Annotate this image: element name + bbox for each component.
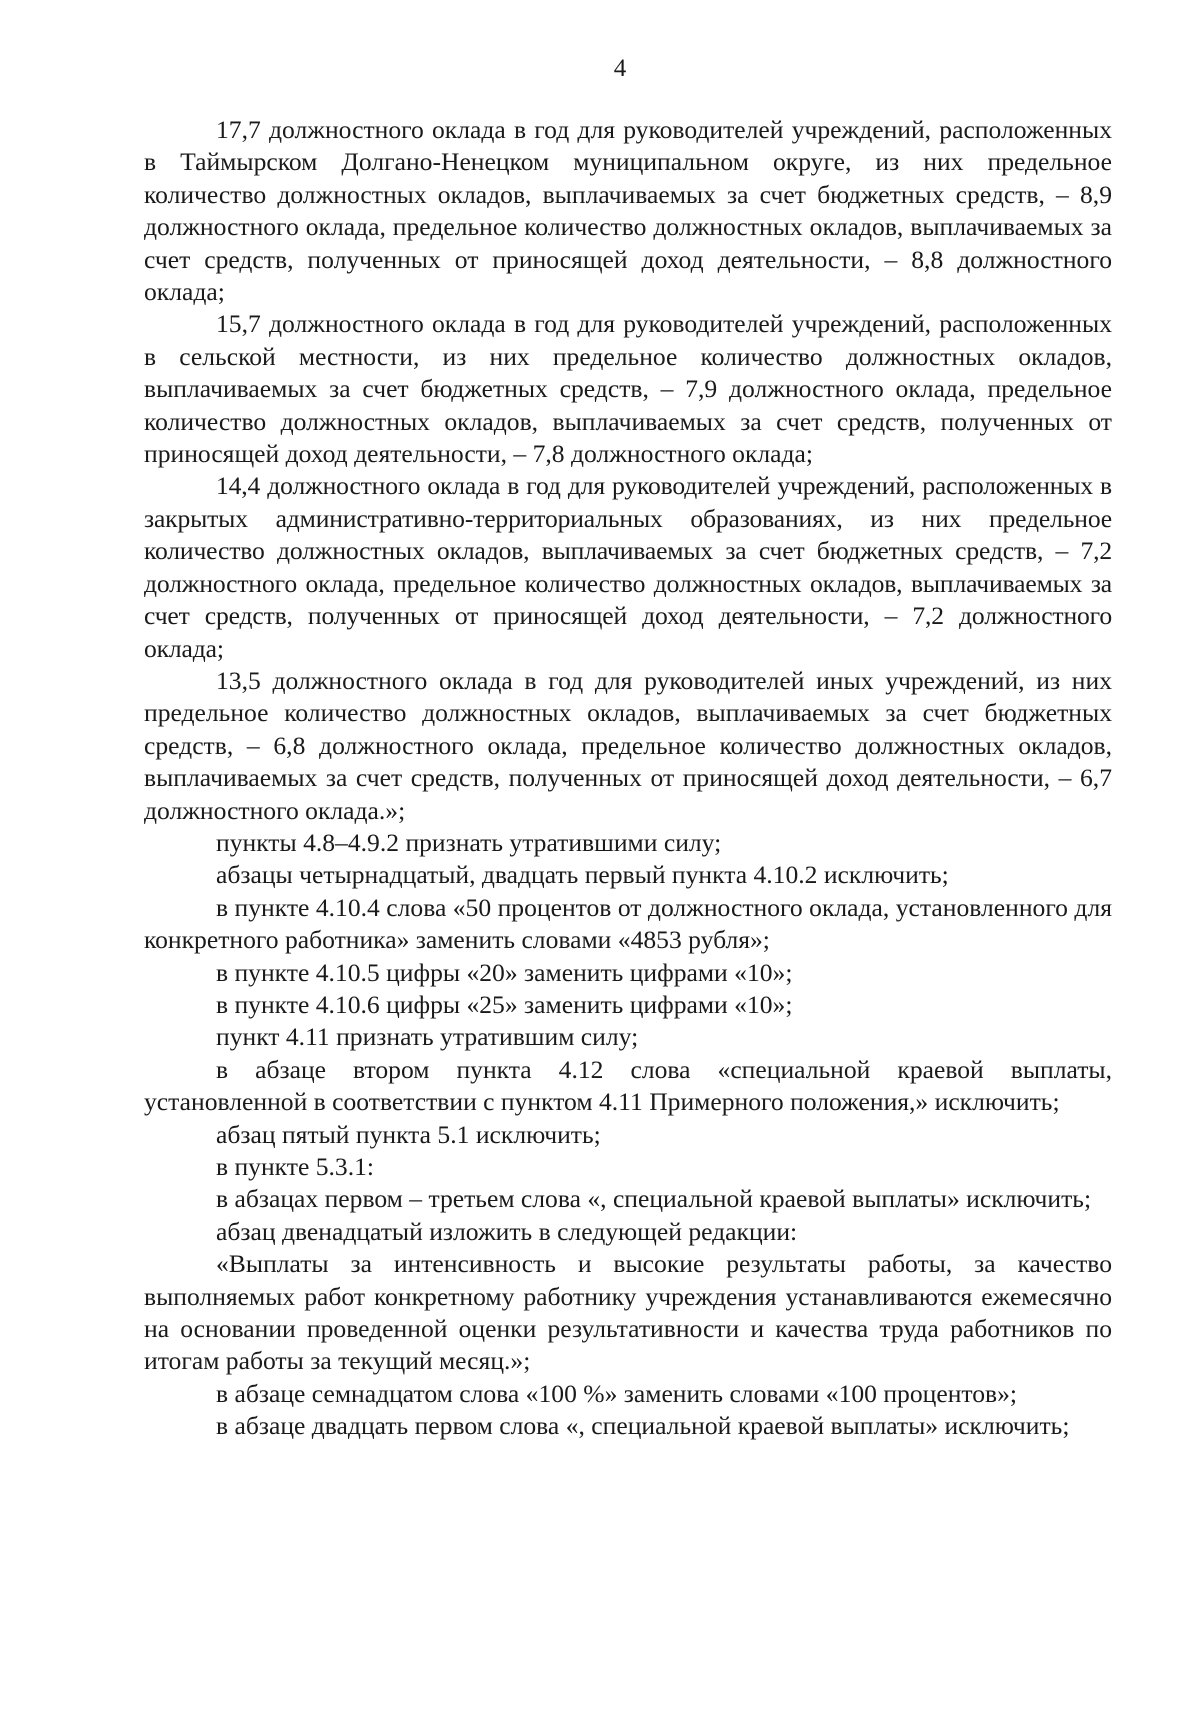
paragraph-point-4-10-4: в пункте 4.10.4 слова «50 процентов от должностного оклада, установленного для конкретного работника» заменить словами «4853 рубля»; xyxy=(144,892,1112,955)
paragraph-point-4-10-5: в пункте 4.10.5 цифры «20» заменить цифрами «10»; xyxy=(216,957,793,987)
paragraph-first-third-abzats: в абзацах первом – третьем слова «, специальной краевой выплаты» исключить; xyxy=(216,1184,1092,1214)
paragraph-point-4-10-2: абзацы четырнадцатый, двадцать первый пункта 4.10.2 исключить; xyxy=(216,860,949,890)
paragraph-twenty-first-abzats: в абзаце двадцать первом слова «, специальной краевой выплаты» исключить; xyxy=(216,1411,1070,1441)
document-body xyxy=(144,114,1112,1443)
paragraph-other-limits: 13,5 должностного оклада в год для руководителей иных учреждений, из них предельное количество должностных окладов, выплачиваемых за счет бюджетных средств, – 6,8 должностного оклада, предельное количество должностных окладов, выплачиваемых за счет средств, полученных от приносящей доход деятельности, – 6,7 должностного оклада.»; xyxy=(144,665,1112,825)
paragraph-seventeenth-abzats: в абзаце семнадцатом слова «100 %» заменить словами «100 процентов»; xyxy=(216,1378,1018,1408)
paragraph-point-4-10-6: в пункте 4.10.6 цифры «25» заменить цифрами «10»; xyxy=(216,989,793,1019)
paragraph-rural-limits: 15,7 должностного оклада в год для руководителей учреждений, расположенных в сельской местности, из них предельное количество должностных окладов, выплачиваемых за счет бюджетных средств, – 7,9 должностного оклада, предельное количество должностных окладов, выплачиваемых за счет средств, полученных от приносящей доход деятельности, – 7,8 должностного оклада; xyxy=(144,309,1112,469)
paragraph-quoted-payments: «Выплаты за интенсивность и высокие результаты работы, за качество выполняемых работ конкретному работнику учреждения устанавливаются ежемесячно на основании проведенной оценки результативности и качества труда работников по итогам работы за текущий месяц.»; xyxy=(144,1249,1112,1376)
paragraph-point-4-11: пункт 4.11 признать утратившим силу; xyxy=(216,1022,639,1052)
paragraph-point-4-12: в абзаце втором пункта 4.12 слова «специальной краевой выплаты, установленной в соответствии с пунктом 4.11 Примерного положения,» исключить; xyxy=(144,1054,1112,1117)
paragraph-taimyr-limits: 17,7 должностного оклада в год для руководителей учреждений, расположенных в Таймырском Долгано-Ненецком муниципальном округе, из них предельное количество должностных окладов, выплачиваемых за счет бюджетных средств, – 8,9 должностного оклада, предельное количество должностных окладов, выплачиваемых за счет средств, полученных от приносящей доход деятельности, – 8,8 должностного оклада; xyxy=(144,115,1112,307)
paragraph-point-5-1: абзац пятый пункта 5.1 исключить; xyxy=(216,1119,601,1149)
paragraph-points-4-8-4-9-2: пункты 4.8–4.9.2 признать утратившими силу; xyxy=(216,827,722,857)
paragraph-point-5-3-1: в пункте 5.3.1: xyxy=(216,1152,375,1181)
paragraph-twelfth-abzats: абзац двенадцатый изложить в следующей редакции: xyxy=(216,1216,798,1246)
page-number: 4 xyxy=(613,55,627,82)
paragraph-zato-limits: 14,4 должностного оклада в год для руководителей учреждений, расположенных в закрытых административно-территориальных образованиях, из них предельное количество должностных окладов, выплачиваемых за счет бюджетных средств, – 7,2 должностного оклада, предельное количество должностных окладов, выплачиваемых за счет средств, полученных от приносящей доход деятельности, – 7,2 должностного оклада; xyxy=(144,471,1112,663)
